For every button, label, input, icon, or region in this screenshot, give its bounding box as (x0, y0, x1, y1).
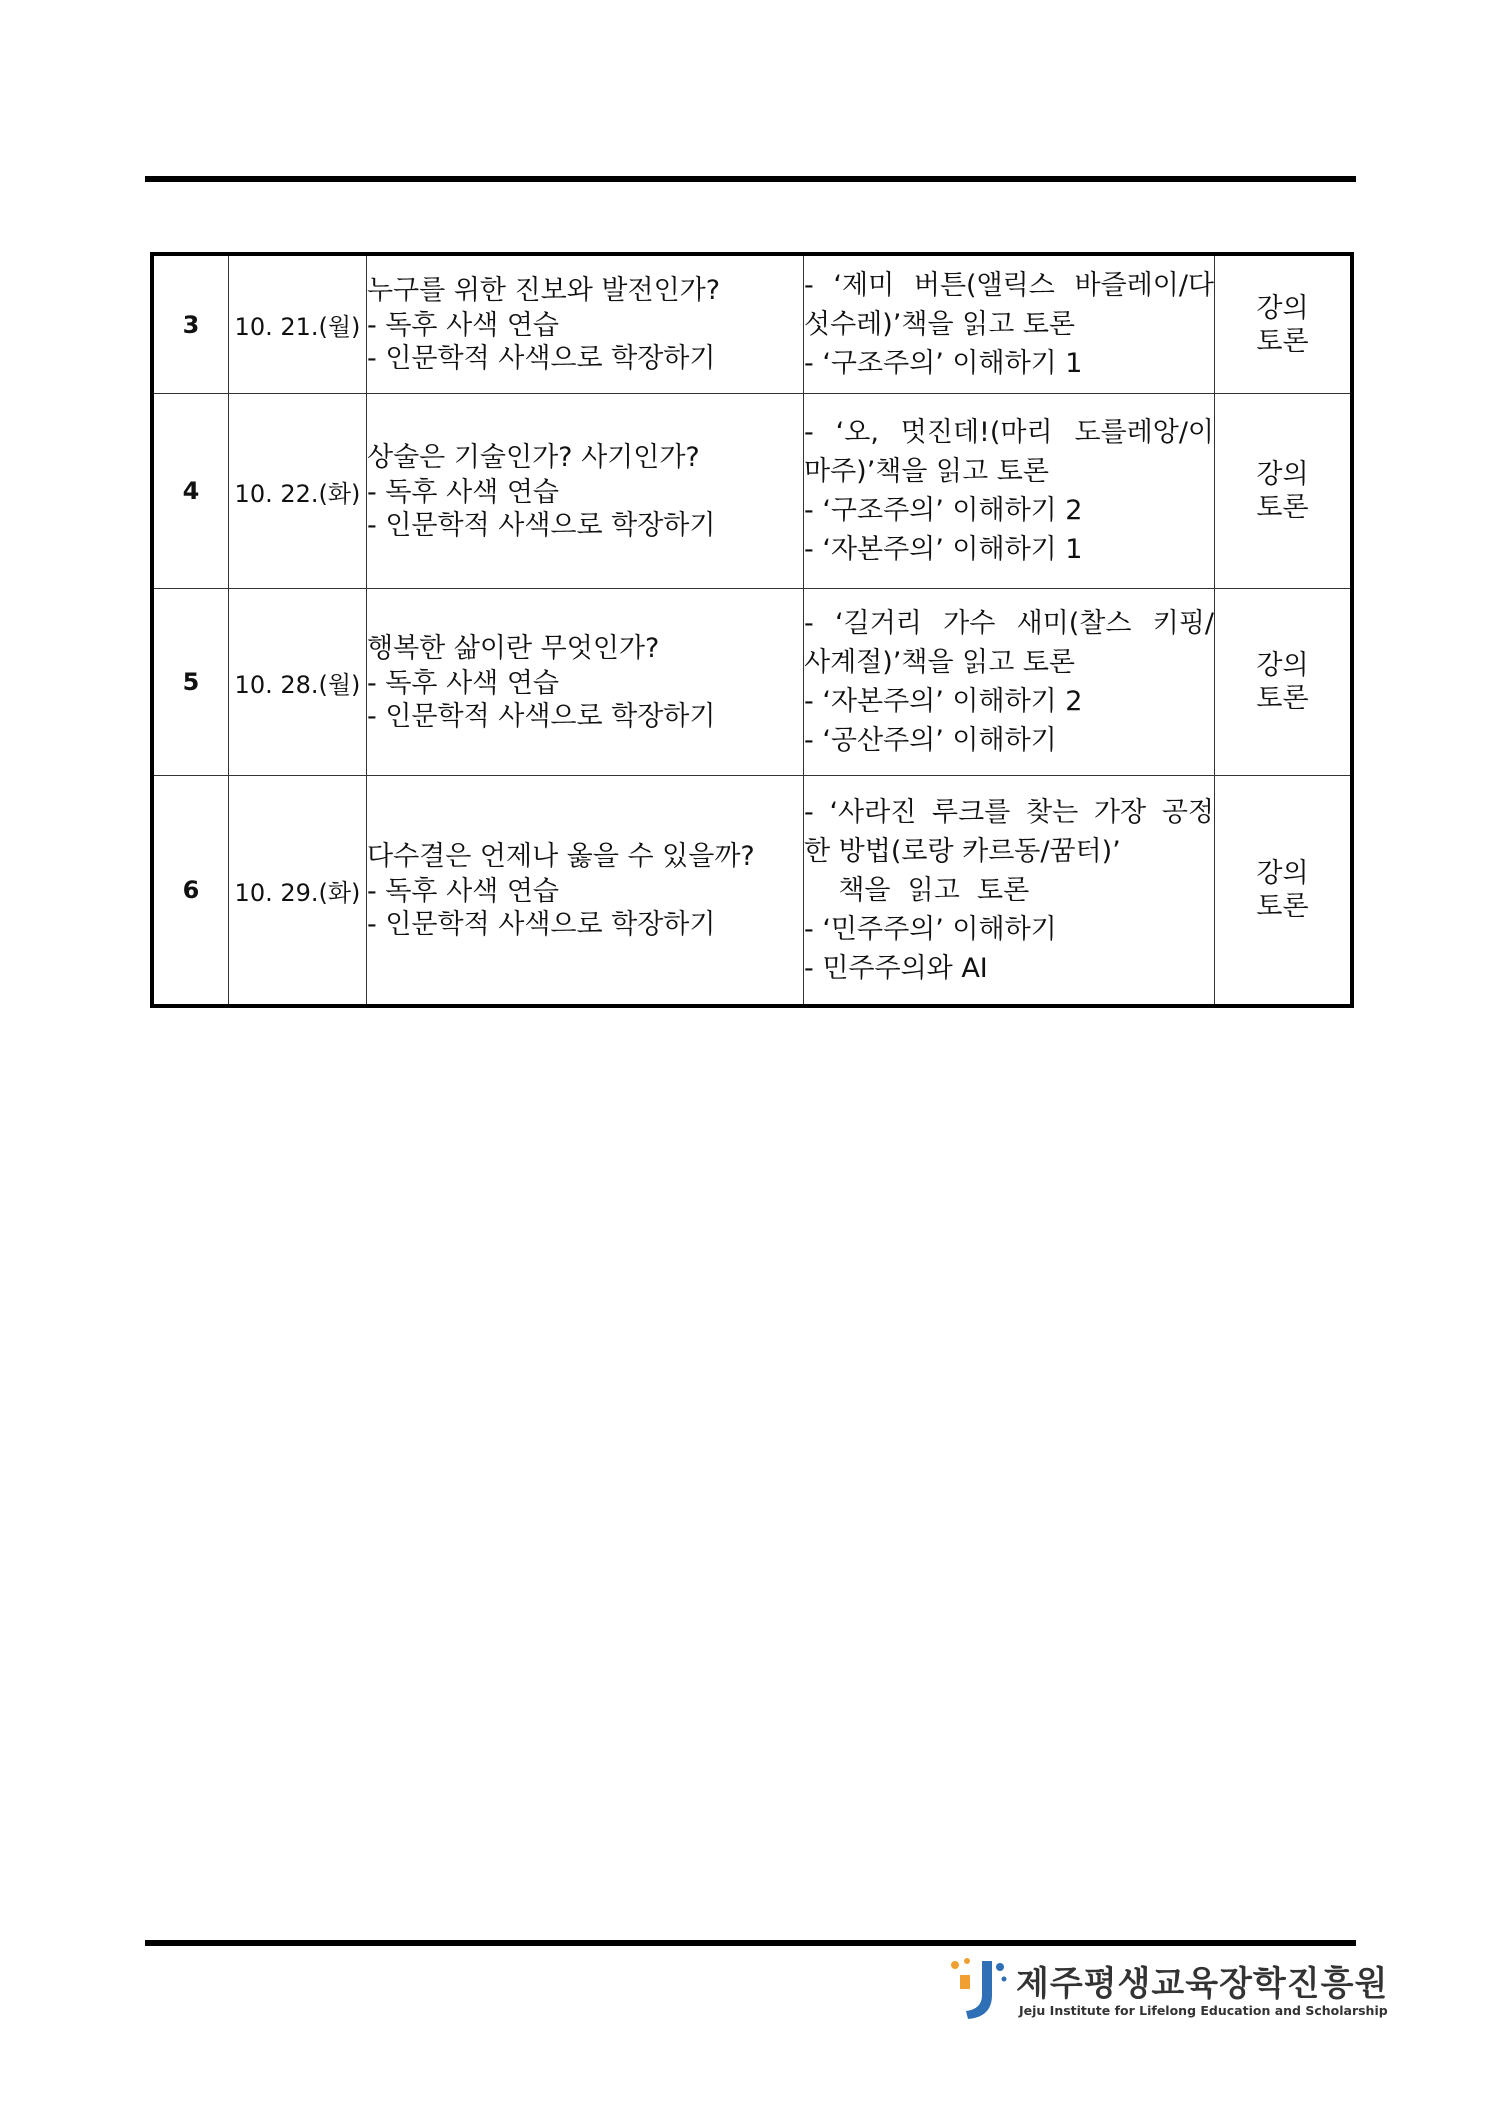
content-line: - ‘공산주의’ 이해하기 (804, 725, 1057, 756)
topic-item: - 인문학적 사색으로 학장하기 (367, 343, 716, 374)
topic-item: - 독후 사색 연습 (367, 476, 559, 508)
topic-item: - 인문학적 사색으로 학장하기 (367, 509, 716, 541)
session-number: 3 (152, 254, 229, 394)
session-method (1215, 776, 1353, 1007)
session-date: 10. 22.(화) (229, 394, 367, 589)
topic-title: 행복한 삶이란 무엇인가? (367, 632, 660, 664)
table-row (152, 776, 1352, 1007)
session-content (804, 394, 1215, 589)
table-row (152, 394, 1352, 589)
method-line: 강의 (1256, 459, 1309, 490)
method-line: 강의 (1256, 650, 1309, 681)
topic-title: 누구를 위한 진보와 발전인가? (367, 275, 721, 306)
method-line: 강의 (1256, 858, 1309, 889)
content-line: - ‘길거리 가수 새미(찰스 키핑/ (804, 608, 1214, 639)
session-method (1215, 589, 1353, 776)
session-number: 4 (152, 394, 229, 589)
content-line: - ‘사라진 루크를 찾는 가장 공정 (804, 796, 1214, 828)
method-line: 강의 (1256, 292, 1309, 324)
topic-title: 다수결은 언제나 옳을 수 있을까? (367, 840, 755, 872)
content-line: 사계절)’책을 읽고 토론 (804, 647, 1076, 678)
content-line: - ‘구조주의’ 이해하기 1 (804, 348, 1083, 379)
session-topic (367, 254, 804, 394)
schedule-table (150, 252, 1354, 1008)
topic-item: - 인문학적 사색으로 학장하기 (367, 700, 716, 732)
session-date: 10. 28.(월) (229, 589, 367, 776)
session-topic (367, 394, 804, 589)
content-line: - ‘자본주의’ 이해하기 2 (804, 686, 1083, 717)
table-row (152, 589, 1352, 776)
topic-item: - 독후 사색 연습 (367, 667, 559, 699)
topic-title: 상술은 기술인가? 사기인가? (367, 441, 700, 473)
content-line: - ‘자본주의’ 이해하기 1 (804, 534, 1083, 565)
footer-rule (145, 1940, 1356, 1946)
session-date: 10. 21.(월) (229, 254, 367, 394)
topic-item: - 독후 사색 연습 (367, 310, 559, 341)
content-line: 섯수레)’책을 읽고 토론 (804, 309, 1076, 340)
session-date: 10. 29.(화) (229, 776, 367, 1007)
content-line: 한 방법(로랑 카르동/꿈터)’ (804, 835, 1121, 867)
session-method (1215, 394, 1353, 589)
institute-logo (946, 1955, 1389, 2025)
method-line: 토론 (1256, 492, 1309, 523)
content-line: - ‘오, 멋진데!(마리 도를레앙/이 (804, 417, 1214, 448)
session-number: 5 (152, 589, 229, 776)
session-topic (367, 776, 804, 1007)
method-line: 토론 (1256, 325, 1309, 357)
session-method (1215, 254, 1353, 394)
content-line: 책을 읽고 토론 (804, 874, 1030, 906)
topic-item: - 인문학적 사색으로 학장하기 (367, 908, 716, 940)
content-line: - ‘구조주의’ 이해하기 2 (804, 495, 1083, 526)
session-number: 6 (152, 776, 229, 1007)
content-line: - ‘민주주의’ 이해하기 (804, 913, 1057, 945)
content-line: 마주)’책을 읽고 토론 (804, 456, 1049, 487)
session-content (804, 254, 1215, 394)
jeju-logo-icon (946, 1955, 1008, 2023)
content-line: - ‘제미 버튼(앨릭스 바즐레이/다 (804, 270, 1214, 301)
method-line: 토론 (1256, 683, 1309, 714)
header-rule (145, 176, 1356, 182)
session-content (804, 589, 1215, 776)
session-topic (367, 589, 804, 776)
session-content (804, 776, 1215, 1007)
method-line: 토론 (1256, 891, 1309, 922)
content-line: - 민주주의와 AI (804, 952, 988, 984)
topic-item: - 독후 사색 연습 (367, 875, 559, 907)
org-name-en: Jeju Institute for Lifelong Education and Scholarship (1019, 2003, 1388, 2018)
org-name: 제주평생교육장학진흥원 (1016, 1964, 1389, 2004)
table-row (152, 254, 1352, 394)
